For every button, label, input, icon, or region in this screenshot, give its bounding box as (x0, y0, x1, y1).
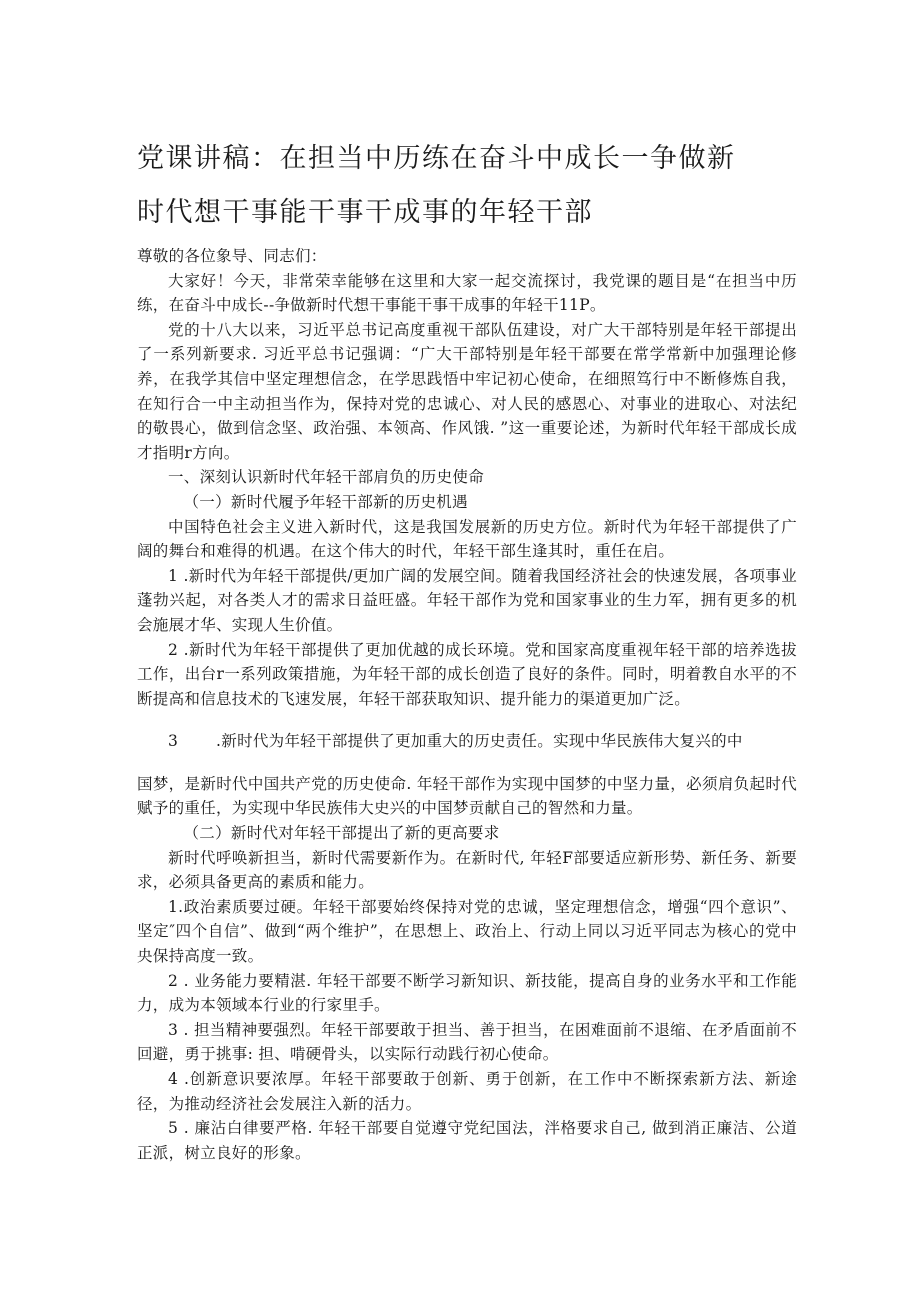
subsection-heading-1: （一）新时代履予年轻干部新的历史机遇 (183, 492, 468, 511)
paragraph-background: 党的十八大以来，习近平总书记高度重视干部队伍建设，对广大干部特别是年轻干部提出了一系列新要求. 习近平总书记强调：“广大干部特别是年轻干部要在常学常新中加强理论修养，在我学其信中坚定理想信念，在学思践悟中牢记初心使命，在细照笃行中不断修炼自我，在知行合一中主动担当作为，保持对党的忠诚心、对人民的感恩心、对事业的进取心、对法纪的敬畏心，做到信念坚、政治强、本领高、作风饿. ”这一重要论述，为新时代年轻干部成长成才指明r方向。 (137, 320, 797, 462)
requirement-item-5: 5 . 廉沾白律要严格. 年轻干部要自觉遵守党纪国法，泮格要求自己, 做到消正廉洁、公道正派，树立良好的形象。 (137, 1119, 797, 1162)
list-item-3-text: .新时代为年轻干部提供了更加重大的历史责任。实现中华民族伟大复兴的中 (216, 732, 743, 751)
list-item-3-first-line (137, 729, 797, 754)
paragraph-new-requirements: 新时代呼唤新担当，新时代需要新作为。在新时代, 年轻F部要适应新形势、新任务、新要求，必须具备更高的素质和能力。 (137, 848, 797, 892)
document-body (137, 244, 797, 1165)
section-heading-1: 一、深刻认识新时代年轻干部肩负的历史使命 (168, 468, 485, 487)
requirement-item-1: 1.政治素质要过硬。年轻干部要始终保持对党的忠诚，坚定理想信念，增强“四个意识”、坚定″四个自信”、做到“两个维护”，在思想上、政治上、行动上同以习近平同志为核心的党中央保持高度一致。 (137, 897, 797, 966)
requirement-item-2: 2 . 业务能力要精湛. 年轻干部要不断学习新知识、新技能，提高自身的业务水平和工作能力，成为本领域本行业的行家里手。 (137, 971, 797, 1015)
list-item-3-number: 3 (168, 732, 179, 751)
document-title-line-1: 党课讲稿：在担当中历练在奋斗中成长一争做新 (137, 143, 736, 174)
requirement-item-4: 4 .创新意识要浓厚。年轻干部要敢于创新、勇于创新，在工作中不断探索新方法、新途径，为推动经济社会发展注入新的活力。 (137, 1070, 797, 1113)
list-item-2: 2 .新时代为年轻干部提供了更加优越的成长环境。党和国家高度重视年轻干部的培养选拔工作，出台r一系列政策措施，为年轻干部的成长创造了良好的条件。同时，明着教自水平的不断提高和信息技术的飞速发展，年轻干部获取知识、提升能力的渠道更加广泛。 (137, 640, 797, 708)
list-item-3-continuation: 国梦，是新时代中国共产党的历史使命. 年轻干部作为实现中国梦的中坚力量，必须肩负起时代赋予的重任，为实现中华民族伟大史兴的中国梦贡献自己的智然和力量。 (137, 774, 797, 818)
document-title-line-2: 时代想干事能干事干成事的年轻干部 (137, 197, 593, 228)
list-item-1: 1 .新时代为年轻干部提供/更加广阔的发展空间。随着我国经济社会的快速发展，各项事业蓬勃兴起，对各类人才的需求日益旺盛。年轻干部作为党和国家事业的生力军，拥有更多的机会施展才华、实现人生价值。 (137, 566, 797, 634)
paragraph-new-era: 中国特色社会主义进入新时代，这是我国发展新的历史方位。新时代为年轻干部提供了广阔的舞台和难得的机遇。在这个伟大的时代，年轻干部生逢其时，重任在启。 (137, 517, 797, 561)
subsection-heading-2: （二）新时代对年轻干部提出了新的更高要求 (183, 824, 500, 843)
paragraph-opening: 大家好！今天，非常荣幸能够在这里和大家一起交流探讨，我党课的题目是“在担当中历练，在奋斗中成长--争做新时代想干事能干事干成事的年轻干11P。 (137, 271, 797, 315)
requirement-item-3: 3 . 担当精神要强烈。年轻干部要敢于担当、善于担当，在困难面前不退缩、在矛盾面前不回避，勇于挑事: 担、啃硬骨头，以实际行动践行初心使命。 (137, 1020, 797, 1064)
salutation: 尊敬的各位象导、同志们： (137, 247, 327, 265)
